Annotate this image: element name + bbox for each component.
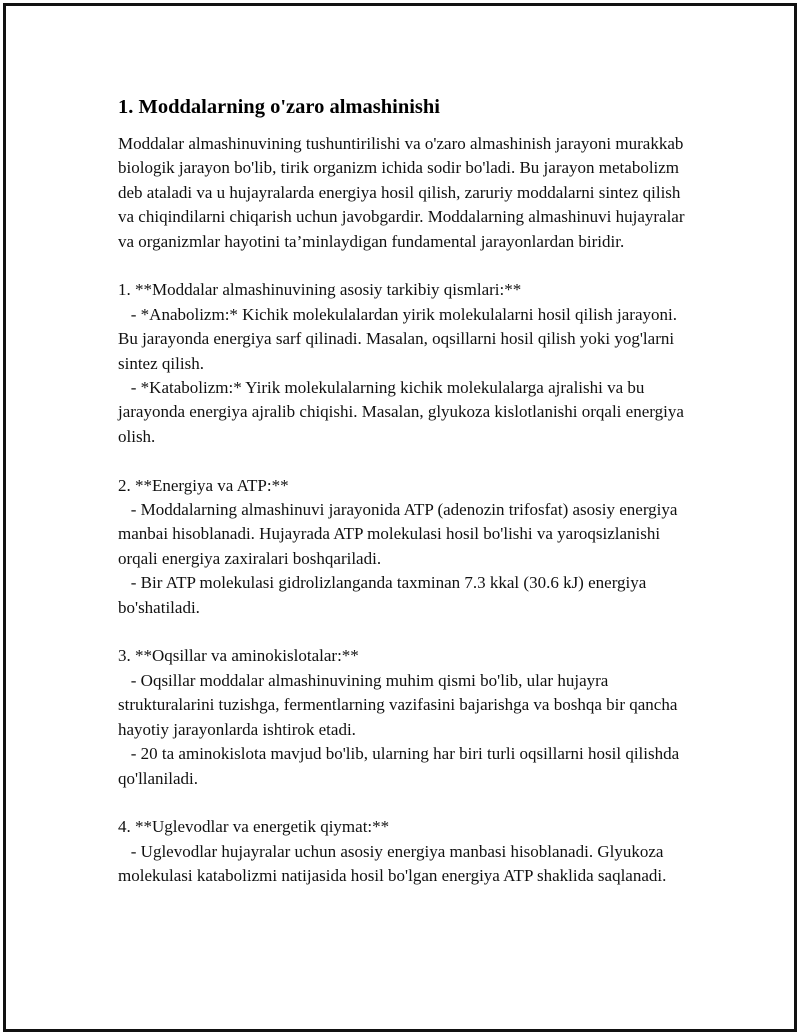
section-heading: 4. **Uglevodlar va energetik qiymat:**: [118, 817, 390, 837]
section-bullet: - Uglevodlar hujayralar uchun asosiy energiya manbasi hisoblanadi. Glyukoza molekulasi katabolizmi natijasida hosil bo'lgan energiya ATP shaklida saqlanadi.: [118, 841, 667, 886]
document-body: [118, 94, 698, 889]
section-bullet: - 20 ta aminokislota mavjud bo'lib, ularning har biri turli oqsillarni hosil qilishda qo'llaniladi.: [118, 744, 680, 788]
section-3: [118, 644, 698, 790]
section-bullet: - Moddalarning almashinuvi jarayonida ATP (adenozin trifosfat) asosiy energiya manbai hisoblanadi. Hujayrada ATP molekulasi hosil bo'lishi va yaroqsizlanishi orqali energiya zaxiralari boshqariladi.: [118, 500, 678, 568]
section-bullet: - *Katabolizm:* Yirik molekulalarning kichik molekulalarga ajralishi va bu jarayonda energiya ajralib chiqishi. Masalan, glyukoza kislotlanishi orqali energiya olish.: [118, 378, 684, 446]
section-bullet: - Oqsillar moddalar almashinuvining muhim qismi bo'lib, ular hujayra strukturalarini tuzishga, fermentlarning vazifasini bajarishga va boshqa bir qancha hayotiy jarayonlarda ishtirok etadi.: [118, 670, 678, 739]
section-1: [118, 278, 698, 449]
section-heading: 3. **Oqsillar va aminokislotalar:**: [118, 646, 359, 666]
section-bullet: - Bir ATP molekulasi gidrolizlanganda taxminan 7.3 kkal (30.6 kJ) energiya bo'shatiladi.: [118, 573, 647, 617]
section-heading: 1. **Moddalar almashinuvining asosiy tarkibiy qismlari:**: [118, 280, 522, 300]
document-title: 1. Moddalarning o'zaro almashinishi: [118, 96, 440, 118]
intro-paragraph: Moddalar almashinuvining tushuntirilishi va o'zaro almashinish jarayoni murakkab biologik jarayon bo'lib, tirik organizm ichida sodir bo'ladi. Bu jarayon metabolizm deb ataladi va u hujayralarda energiya hosil qilish, zaruriy moddalarni sintez qilish va chiqindilarni chiqarish uchun javobgardir. Moddalarning almashinuvi hujayralar va organizmlar hayotini ta’minlaydigan fundamental jarayonlardan biridir.: [118, 134, 685, 251]
section-bullet: - *Anabolizm:* Kichik molekulalardan yirik molekulalarni hosil qilish jarayoni. Bu jarayonda energiya sarf qilinadi. Masalan, oqsillarni hosil qilish yoki yog'larni sintez qilish.: [118, 304, 677, 373]
section-heading: 2. **Energiya va ATP:**: [118, 475, 289, 495]
section-2: [118, 474, 698, 620]
section-4: [118, 815, 698, 888]
